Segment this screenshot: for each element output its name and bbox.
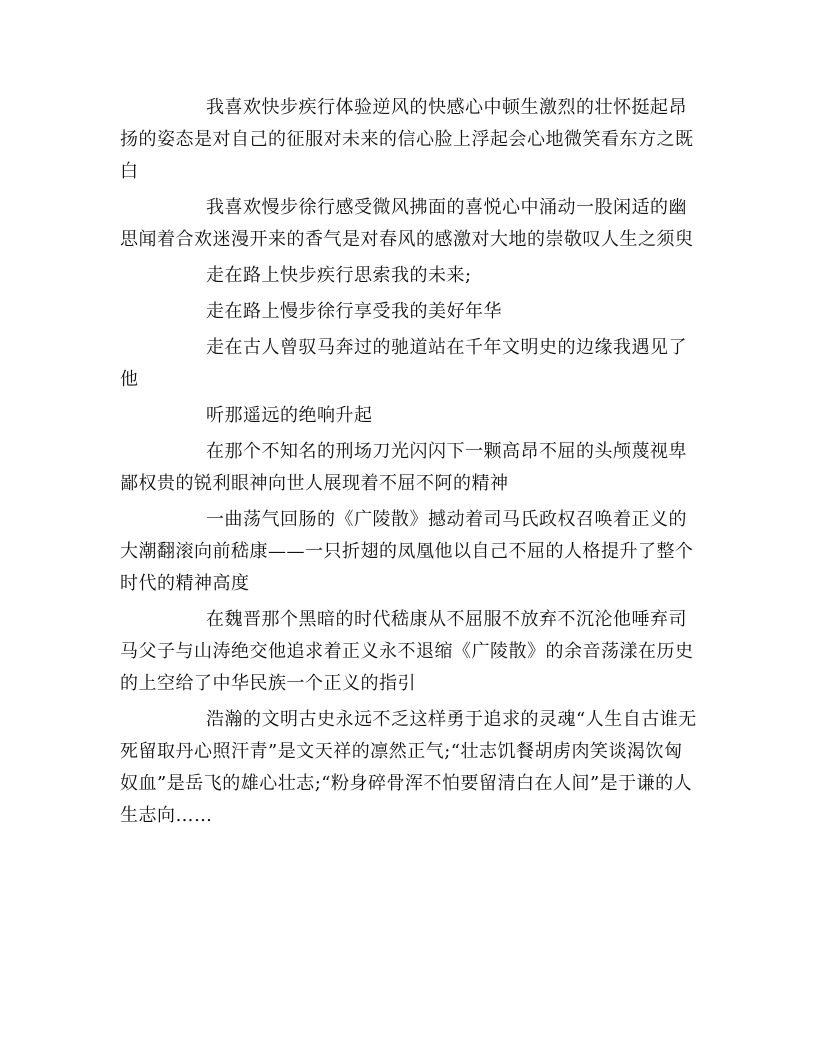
paragraph-2: 我喜欢慢步徐行感受微风拂面的喜悦心中涌动一股闲适的幽思闻着合欢迷漫开来的香气是对春风的感激对大地的崇敬叹人生之须臾: [120, 197, 694, 250]
paragraph-7: 在那个不知名的刑场刀光闪闪下一颗高昂不屈的头颅蔑视卑鄙权贵的锐利眼神向世人展现着不屈不阿的精神: [120, 441, 687, 494]
paragraph-6: 听那遥远的绝响升起: [206, 405, 373, 426]
paragraph-1: 我喜欢快步疾行体验逆风的快感心中顿生激烈的壮怀挺起昂扬的姿态是对自己的征服对未来的信心脸上浮起会心地微笑看东方之既白: [120, 97, 694, 182]
document-body: [120, 92, 700, 832]
paragraph-3: 走在路上快步疾行思索我的未来;: [206, 265, 472, 286]
paragraph-8: 一曲荡气回肠的《广陵散》撼动着司马氏政权召唤着正义的大潮翻滚向前嵇康——一只折翅的凤凰他以自己不屈的人格提升了整个时代的精神高度: [120, 509, 694, 594]
paragraph-4: 走在路上慢步徐行享受我的美好年华: [206, 301, 502, 322]
paragraph-5: 走在古人曾驭马奔过的驰道站在千年文明史的边缘我遇见了他: [120, 337, 687, 390]
paragraph-9: 在魏晋那个黑暗的时代嵇康从不屈服不放弃不沉沦他唾弃司马父子与山涛绝交他追求着正义永不退缩《广陵散》的余音荡漾在历史的上空给了中华民族一个正义的指引: [120, 609, 694, 694]
paragraph-10: 浩瀚的文明古史永远不乏这样勇于追求的灵魂“人生自古谁无死留取丹心照汗青”是文天祥的凛然正气;“壮志饥餐胡虏肉笑谈渴饮匈奴血”是岳飞的雄心壮志;“粉身碎骨浑不怕要留清白在人间”是于谦的人生志向……: [120, 709, 697, 826]
